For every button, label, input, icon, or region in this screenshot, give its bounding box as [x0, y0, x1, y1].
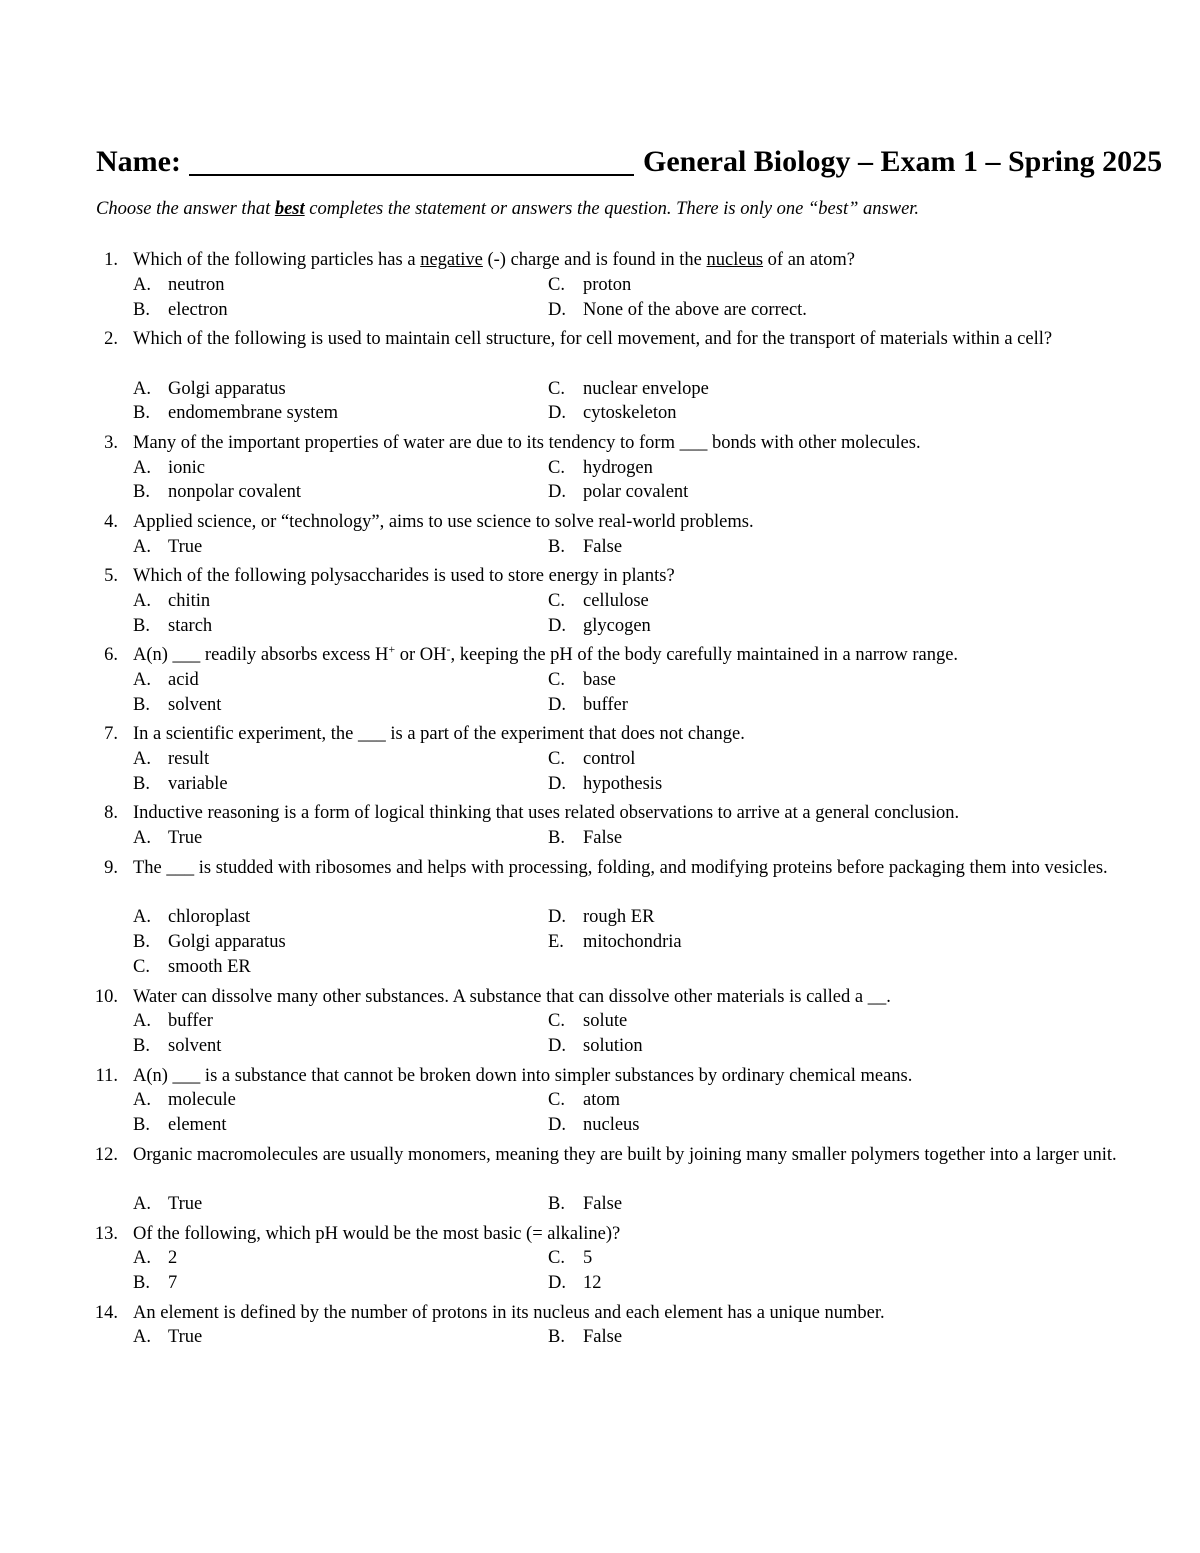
question-text-part: Which of the following particles has a — [133, 250, 421, 270]
instructions — [96, 196, 919, 222]
answer-option — [548, 693, 628, 718]
answer-option — [133, 1034, 221, 1059]
answer-option — [548, 456, 653, 481]
option-text: mitochondria — [583, 932, 682, 952]
option-letter: C. — [548, 670, 565, 690]
option-letter: C. — [133, 957, 150, 977]
question-number: 13. — [94, 1224, 118, 1244]
answer-option — [133, 480, 301, 505]
option-text: ionic — [168, 458, 205, 478]
option-letter: A. — [133, 1090, 151, 1110]
option-text: solvent — [168, 695, 222, 715]
option-letter: A. — [133, 537, 151, 557]
option-letter: D. — [548, 695, 566, 715]
option-letter: D. — [548, 907, 566, 927]
answer-option — [133, 905, 250, 930]
question-text: The ___ is studded with ribosomes and helps with processing, folding, and modifying proteins before packaging them into vesicles. — [133, 858, 1108, 878]
option-letter: A. — [133, 379, 151, 399]
answer-option — [133, 930, 286, 955]
option-text: variable — [168, 774, 228, 794]
answer-option — [548, 1009, 627, 1034]
option-text: True — [168, 537, 203, 557]
option-text: hypothesis — [583, 774, 663, 794]
option-text: polar covalent — [583, 482, 689, 502]
question-number: 8. — [104, 803, 118, 823]
answer-option — [548, 1192, 622, 1217]
option-text: cellulose — [583, 591, 649, 611]
answer-option — [548, 905, 654, 930]
answer-option — [548, 535, 622, 560]
option-letter: B. — [133, 1036, 150, 1056]
exam-header — [96, 140, 1163, 184]
option-letter: C. — [548, 591, 565, 611]
option-letter: A. — [133, 828, 151, 848]
question-text: Of the following, which pH would be the most basic (= alkaline)? — [133, 1224, 621, 1244]
option-letter: A. — [133, 1327, 151, 1347]
question-text: A(n) ___ is a substance that cannot be broken down into simpler substances by ordinary chemical means. — [133, 1066, 913, 1086]
question-text-part: negative — [420, 250, 483, 270]
option-text: cytoskeleton — [583, 403, 677, 423]
option-letter: B. — [133, 403, 150, 423]
answer-option — [133, 693, 221, 718]
exam-title: General Biology – Exam 1 – Spring 2025 — [643, 145, 1163, 178]
option-text: 7 — [168, 1273, 178, 1293]
option-letter: B. — [548, 1194, 565, 1214]
answer-option — [548, 480, 688, 505]
question-number: 1. — [104, 250, 118, 270]
option-letter: A. — [133, 1194, 151, 1214]
option-letter: A. — [133, 749, 151, 769]
option-letter: B. — [133, 774, 150, 794]
option-letter: B. — [133, 616, 150, 636]
option-letter: D. — [548, 482, 566, 502]
question-number: 11. — [95, 1066, 118, 1086]
question-number: 10. — [94, 987, 118, 1007]
option-text: True — [168, 1194, 203, 1214]
option-text: solute — [583, 1011, 628, 1031]
option-letter: A. — [133, 907, 151, 927]
option-text: element — [168, 1115, 227, 1135]
option-letter: D. — [548, 1273, 566, 1293]
option-text: 12 — [583, 1273, 602, 1293]
question-text: Organic macromolecules are usually monomers, meaning they are built by joining many smaller polymers together into a larger unit. — [133, 1145, 1117, 1165]
option-text: acid — [168, 670, 199, 690]
option-text: Golgi apparatus — [168, 379, 286, 399]
answer-option — [133, 298, 228, 323]
option-letter: B. — [133, 695, 150, 715]
option-text: glycogen — [583, 616, 651, 636]
answer-option — [133, 1325, 202, 1350]
question-text: Many of the important properties of water are due to its tendency to form ___ bonds with other molecules. — [133, 433, 921, 453]
question-number: 3. — [104, 433, 118, 453]
answer-option — [548, 589, 649, 614]
option-text: endomembrane system — [168, 403, 339, 423]
answer-option — [548, 930, 682, 955]
option-letter: D. — [548, 616, 566, 636]
answer-option — [548, 273, 631, 298]
option-text: nonpolar covalent — [168, 482, 302, 502]
answer-option — [548, 747, 635, 772]
answer-option — [133, 1271, 177, 1296]
answer-option — [548, 1034, 643, 1059]
question-number: 2. — [104, 329, 118, 349]
option-letter: C. — [548, 1011, 565, 1031]
option-letter: C. — [548, 275, 565, 295]
question-text-part: , keeping the pH of the body carefully maintained in a narrow range. — [450, 645, 959, 665]
answer-option — [548, 377, 709, 402]
answer-option — [133, 1009, 213, 1034]
question-number: 14. — [94, 1303, 118, 1323]
option-text: proton — [583, 275, 632, 295]
option-letter: A. — [133, 670, 151, 690]
answer-option — [133, 668, 199, 693]
option-letter: A. — [133, 1248, 151, 1268]
question-text: Water can dissolve many other substances. A substance that can dissolve other materials is called a __. — [133, 987, 891, 1007]
option-letter: C. — [548, 458, 565, 478]
instructions-before: Choose the answer that — [96, 199, 275, 219]
option-letter: B. — [133, 932, 150, 952]
question-text-part: - — [446, 641, 451, 656]
question-text-part: nucleus — [706, 250, 764, 270]
question-number: 9. — [104, 858, 118, 878]
option-letter: D. — [548, 774, 566, 794]
option-letter: D. — [548, 300, 566, 320]
answer-option — [133, 1088, 236, 1113]
instructions-emphasis: best — [274, 199, 305, 219]
answer-option — [133, 377, 286, 402]
option-letter: E. — [548, 932, 564, 952]
option-text: Golgi apparatus — [168, 932, 286, 952]
question-text: In a scientific experiment, the ___ is a part of the experiment that does not change. — [133, 724, 745, 744]
option-text: neutron — [168, 275, 225, 295]
question-text: An element is defined by the number of protons in its nucleus and each element has a unique number. — [133, 1303, 885, 1323]
option-text: atom — [583, 1090, 620, 1110]
option-text: nuclear envelope — [583, 379, 709, 399]
option-text: True — [168, 1327, 203, 1347]
option-text: molecule — [168, 1090, 236, 1110]
option-text: solution — [583, 1036, 643, 1056]
question-text-part: (-) charge and is found in the — [482, 250, 707, 270]
option-text: chitin — [168, 591, 211, 611]
option-text: rough ER — [583, 907, 655, 927]
answer-option — [548, 1271, 602, 1296]
option-letter: B. — [133, 300, 150, 320]
option-text: smooth ER — [168, 957, 251, 977]
option-letter: B. — [133, 482, 150, 502]
answer-option — [548, 614, 651, 639]
answer-option — [133, 1113, 227, 1138]
answer-option — [548, 1113, 640, 1138]
answer-option — [548, 1325, 622, 1350]
option-text: False — [583, 828, 623, 848]
question-text: Which of the following polysaccharides is used to store energy in plants? — [133, 566, 675, 586]
answer-option — [548, 401, 677, 426]
question-text-part: + — [388, 641, 396, 656]
option-text: result — [168, 749, 210, 769]
option-letter: A. — [133, 591, 151, 611]
option-letter: C. — [548, 379, 565, 399]
answer-option — [133, 456, 205, 481]
answer-option — [548, 1088, 620, 1113]
option-text: control — [583, 749, 636, 769]
option-text: True — [168, 828, 203, 848]
answer-option — [133, 273, 225, 298]
question-number: 12. — [94, 1145, 118, 1165]
option-letter: C. — [548, 1090, 565, 1110]
option-letter: A. — [133, 275, 151, 295]
option-text: base — [583, 670, 616, 690]
name-blank-line — [189, 140, 634, 176]
answer-option — [548, 668, 616, 693]
answer-option — [133, 589, 210, 614]
option-letter: C. — [548, 1248, 565, 1268]
question-text: Inductive reasoning is a form of logical thinking that uses related observations to arrive at a general conclusion. — [133, 803, 960, 823]
option-text: None of the above are correct. — [583, 300, 807, 320]
option-text: False — [583, 1194, 623, 1214]
option-letter: B. — [548, 1327, 565, 1347]
option-letter: B. — [133, 1115, 150, 1135]
option-letter: D. — [548, 403, 566, 423]
option-letter: A. — [133, 458, 151, 478]
answer-option — [548, 298, 807, 323]
option-letter: C. — [548, 749, 565, 769]
question-text-part: A(n) ___ readily absorbs excess H — [133, 645, 389, 665]
answer-option — [133, 826, 202, 851]
question-text — [133, 643, 1133, 668]
option-text: 2 — [168, 1248, 178, 1268]
answer-option — [548, 1246, 592, 1271]
question-number: 4. — [104, 512, 118, 532]
option-letter: B. — [133, 1273, 150, 1293]
option-text: buffer — [168, 1011, 213, 1031]
option-text: nucleus — [583, 1115, 640, 1135]
answer-option — [133, 535, 202, 560]
question-number: 6. — [104, 645, 118, 665]
option-letter: B. — [548, 537, 565, 557]
question-text-part: of an atom? — [763, 250, 855, 270]
option-text: False — [583, 1327, 623, 1347]
question-text — [133, 248, 1133, 273]
answer-option — [133, 955, 251, 980]
option-letter: B. — [548, 828, 565, 848]
question-text-part: or OH — [395, 645, 447, 665]
option-text: solvent — [168, 1036, 222, 1056]
option-text: hydrogen — [583, 458, 653, 478]
option-text: chloroplast — [168, 907, 251, 927]
option-text: buffer — [583, 695, 628, 715]
instructions-after: completes the statement or answers the question. There is only one “best” answer. — [304, 199, 920, 219]
question-number: 5. — [104, 566, 118, 586]
option-letter: D. — [548, 1036, 566, 1056]
answer-option — [133, 772, 228, 797]
answer-option — [548, 826, 622, 851]
answer-option — [133, 1192, 202, 1217]
option-text: 5 — [583, 1248, 593, 1268]
question-text: Which of the following is used to maintain cell structure, for cell movement, and for the transport of materials within a cell? — [133, 329, 1053, 349]
answer-option — [133, 401, 338, 426]
question-text: Applied science, or “technology”, aims to use science to solve real-world problems. — [133, 512, 754, 532]
option-text: electron — [168, 300, 228, 320]
answer-option — [133, 747, 209, 772]
answer-option — [548, 772, 662, 797]
answer-option — [133, 614, 212, 639]
option-text: starch — [168, 616, 213, 636]
name-label: Name: — [96, 145, 181, 178]
option-letter: A. — [133, 1011, 151, 1031]
option-text: False — [583, 537, 623, 557]
question-number: 7. — [104, 724, 118, 744]
option-letter: D. — [548, 1115, 566, 1135]
answer-option — [133, 1246, 177, 1271]
